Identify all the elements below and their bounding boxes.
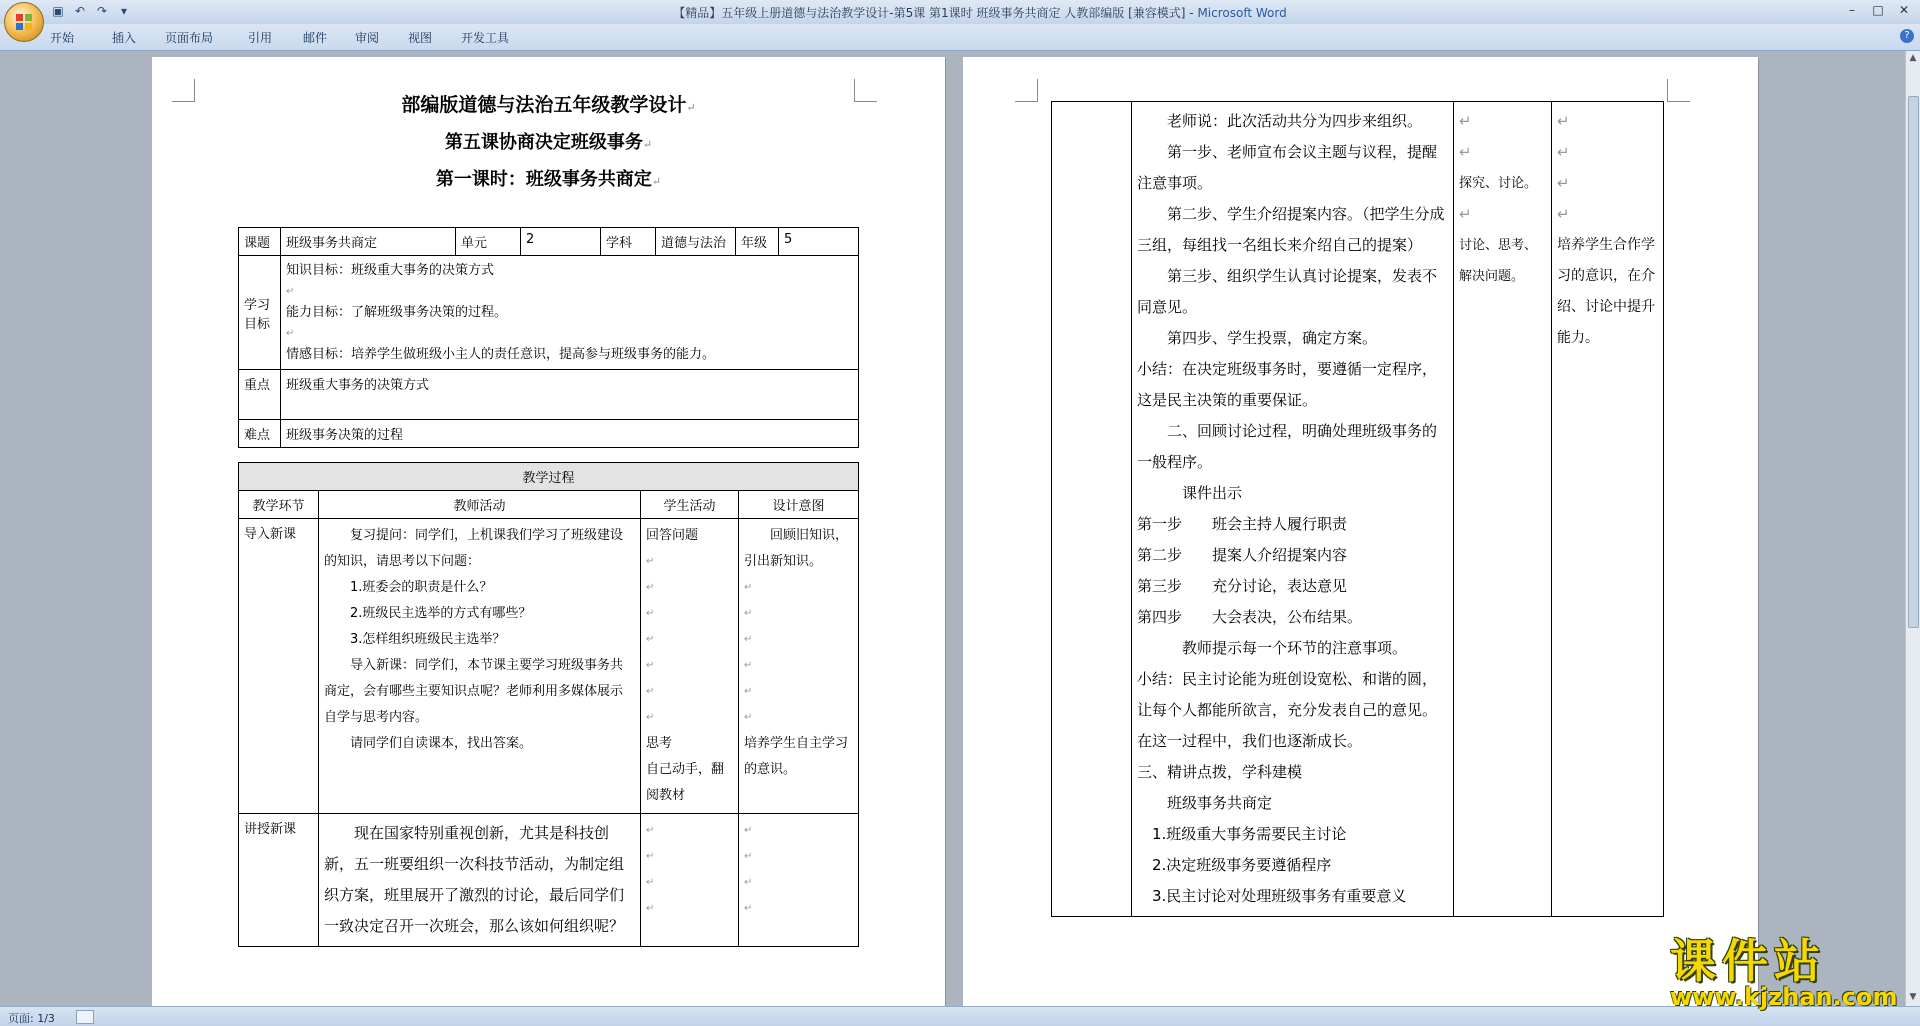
stage-cell[interactable] — [1052, 102, 1132, 917]
label-objectives: 学习目标 — [239, 256, 281, 370]
design-intent-intro[interactable]: 回顾旧知识，引出新知识。 ↵ ↵ ↵ ↵ ↵ ↵ 培养学生自主学习的意识。 — [739, 519, 859, 814]
col-header-stage: 教学环节 — [239, 491, 319, 519]
document-page-1 — [152, 57, 945, 1006]
course-value[interactable]: 班级事务共商定 — [281, 228, 456, 256]
objective-knowledge: 知识目标：班级重大事务的决策方式 — [286, 263, 495, 278]
watermark-url: www.kjzhan.com — [1670, 983, 1898, 1011]
tab-developer[interactable]: 开发工具 — [461, 31, 510, 45]
stage-new-lesson[interactable]: 讲授新课 — [239, 814, 319, 947]
office-button[interactable] — [4, 2, 44, 42]
tab-mailings[interactable]: 邮件 — [303, 31, 328, 45]
document-page-2 — [963, 57, 1758, 1006]
teaching-process-table — [238, 462, 859, 947]
teacher-activity-steps[interactable]: 老师说：此次活动共分为四步来组织。 第一步、老师宣布会议主题与议程，提醒注意事项。 第二步、学生介绍提案内容。（把学生分成三组，每组找一名组长来介绍自己的提案） 第三步、组织学生认真讨论提案，发表不同意见。 第四步、学生投票，确定方案。 小结：在决定班级事务时，要遵循一定程序，这是民主决策的重要保证。 二、回顾讨论过程，明确处理班级事务的一般程序。 课件出示 第一步 班会主持人履行职责 第二步 提案人介绍提案内容 第三步 充分讨论，表达意见 第四步 大会表决，公布结果。 教师提示每一个环节的注意事项。 小结：民主讨论能为班创设宽松、和谐的圆，让每个人都能所欲言，充分发表自己的意见。在这一过程中，我们也逐渐成长。 三、精讲点拨，学科建模 班级事务共商定 1.班级重大事务需要民主讨论 2.决定班级事务要遵循程序 3.民主讨论对处理班级事务有重要意义 — [1132, 102, 1454, 917]
tab-insert[interactable]: 插入 — [112, 31, 137, 45]
minimize-icon[interactable]: – — [1849, 3, 1855, 17]
objectives-cell[interactable]: 知识目标：班级重大事务的决策方式 ↵ 能力目标：了解班级事务决策的过程。 ↵ 情感目标：培养学生做班级小主人的责任意识，提高参与班级事务的能力。 — [281, 256, 859, 370]
process-header: 教学过程 — [239, 463, 859, 491]
table-row — [1052, 102, 1664, 917]
student-activity-steps[interactable]: ↵ ↵ 探究、讨论。 ↵ 讨论、思考、解决问题。 — [1454, 102, 1552, 917]
design-intent-new[interactable]: ↵ ↵ ↵ ↵ — [739, 814, 859, 947]
teacher-activity-intro[interactable]: 复习提问：同学们，上机课我们学习了班级建设的知识，请思考以下问题： 1.班委会的职责是什么？ 2.班级民主选举的方式有哪些？ 3.怎样组织班级民主选举？ 导入新课：同学们，本节课主要学习班级事务共商定，会有哪些主要知识点呢？老师利用多媒体展示自学与思考内容。 请同学们自读课本，找出答案。 — [319, 519, 641, 814]
help-icon[interactable]: ? — [1900, 29, 1914, 43]
tab-page-layout[interactable]: 页面布局 — [165, 31, 214, 45]
doc-title-main[interactable]: 部编版道德与法治五年级教学设计↵ — [401, 94, 696, 116]
label-difficulty: 难点 — [239, 420, 281, 448]
doc-title-period[interactable]: 第一课时：班级事务共商定↵ — [435, 169, 662, 190]
table-row — [239, 519, 859, 814]
student-activity-intro[interactable]: 回答问题 ↵ ↵ ↵ ↵ ↵ ↵ ↵ 思考 自己动手，翻阅教材 — [641, 519, 739, 814]
stage-intro[interactable]: 导入新课 — [239, 519, 319, 814]
undo-icon[interactable]: ↶ — [74, 4, 86, 18]
ribbon — [0, 24, 1920, 51]
table-row — [239, 420, 859, 448]
design-intent-steps[interactable]: ↵ ↵ ↵ ↵ 培养学生合作学习的意识，在介绍、讨论中提升能力。 — [1552, 102, 1664, 917]
label-subject: 学科 — [601, 228, 656, 256]
title-bar — [0, 0, 1920, 25]
tab-view[interactable]: 视图 — [408, 31, 433, 45]
grade-value[interactable]: 5 — [779, 228, 859, 256]
label-course: 课题 — [239, 228, 281, 256]
teaching-process-table-continued — [1051, 101, 1664, 917]
close-icon[interactable]: ✕ — [1898, 3, 1910, 17]
doc-title-lesson[interactable]: 第五课协商决定班级事务↵ — [444, 132, 653, 153]
key-point-value[interactable]: 班级重大事务的决策方式 — [281, 370, 859, 420]
table-row — [239, 370, 859, 420]
tab-home[interactable]: 开始 — [50, 31, 75, 45]
student-activity-new[interactable]: ↵ ↵ ↵ ↵ — [641, 814, 739, 947]
label-unit: 单元 — [456, 228, 521, 256]
scroll-up-icon[interactable]: ▲ — [1909, 53, 1917, 63]
teacher-activity-new[interactable]: 现在国家特别重视创新，尤其是科技创新，五一班要组织一次科技节活动，为制定组织方案，班里展开了激烈的讨论，最后同学们一致决定召开一次班会，那么该如何组织呢？ — [319, 814, 641, 947]
proofing-icon[interactable] — [76, 1010, 94, 1024]
table-row — [239, 463, 859, 491]
col-header-intent: 设计意图 — [739, 491, 859, 519]
save-icon[interactable]: ▣ — [52, 4, 64, 18]
window-controls — [1840, 1, 1916, 19]
table-row — [239, 256, 859, 370]
subject-value[interactable]: 道德与法治 — [656, 228, 736, 256]
label-key-point: 重点 — [239, 370, 281, 420]
margin-corner-mark — [1015, 79, 1038, 102]
scrollbar-thumb[interactable] — [1908, 96, 1919, 628]
watermark-logo-text: 课件站 — [1670, 934, 1826, 988]
tab-review[interactable]: 审阅 — [355, 31, 380, 45]
col-header-teacher: 教师活动 — [319, 491, 641, 519]
office-logo-icon — [14, 12, 34, 32]
margin-corner-mark — [1667, 79, 1690, 102]
tab-references[interactable]: 引用 — [248, 31, 273, 45]
lesson-info-table — [238, 227, 859, 448]
ribbon-tabs — [50, 27, 531, 48]
unit-value[interactable]: 2 — [521, 228, 601, 256]
maximize-icon[interactable]: □ — [1872, 3, 1884, 17]
table-row — [239, 228, 859, 256]
col-header-student: 学生活动 — [641, 491, 739, 519]
difficulty-value[interactable]: 班级事务决策的过程 — [281, 420, 859, 448]
site-watermark — [1670, 925, 1910, 1011]
status-bar — [0, 1006, 1920, 1026]
scroll-down-icon[interactable]: ▼ — [1909, 992, 1917, 1002]
redo-icon[interactable]: ↷ — [96, 4, 108, 18]
page-count[interactable]: 页面: 1/3 — [8, 1012, 55, 1025]
table-row — [239, 814, 859, 947]
table-row — [239, 491, 859, 519]
objective-ability: 能力目标：了解班级事务决策的过程。 — [286, 305, 508, 320]
objective-emotion: 情感目标：培养学生做班级小主人的责任意识，提高参与班级事务的能力。 — [286, 347, 716, 362]
window-title: 【精品】五年级上册道德与法治教学设计-第5课 第1课时 班级事务共商定 人教部编版 [兼容模式] - Microsoft Word — [673, 6, 1287, 20]
vertical-scrollbar[interactable] — [1905, 51, 1920, 1006]
customize-qat-icon[interactable]: ▾ — [120, 4, 128, 18]
label-grade: 年级 — [736, 228, 779, 256]
